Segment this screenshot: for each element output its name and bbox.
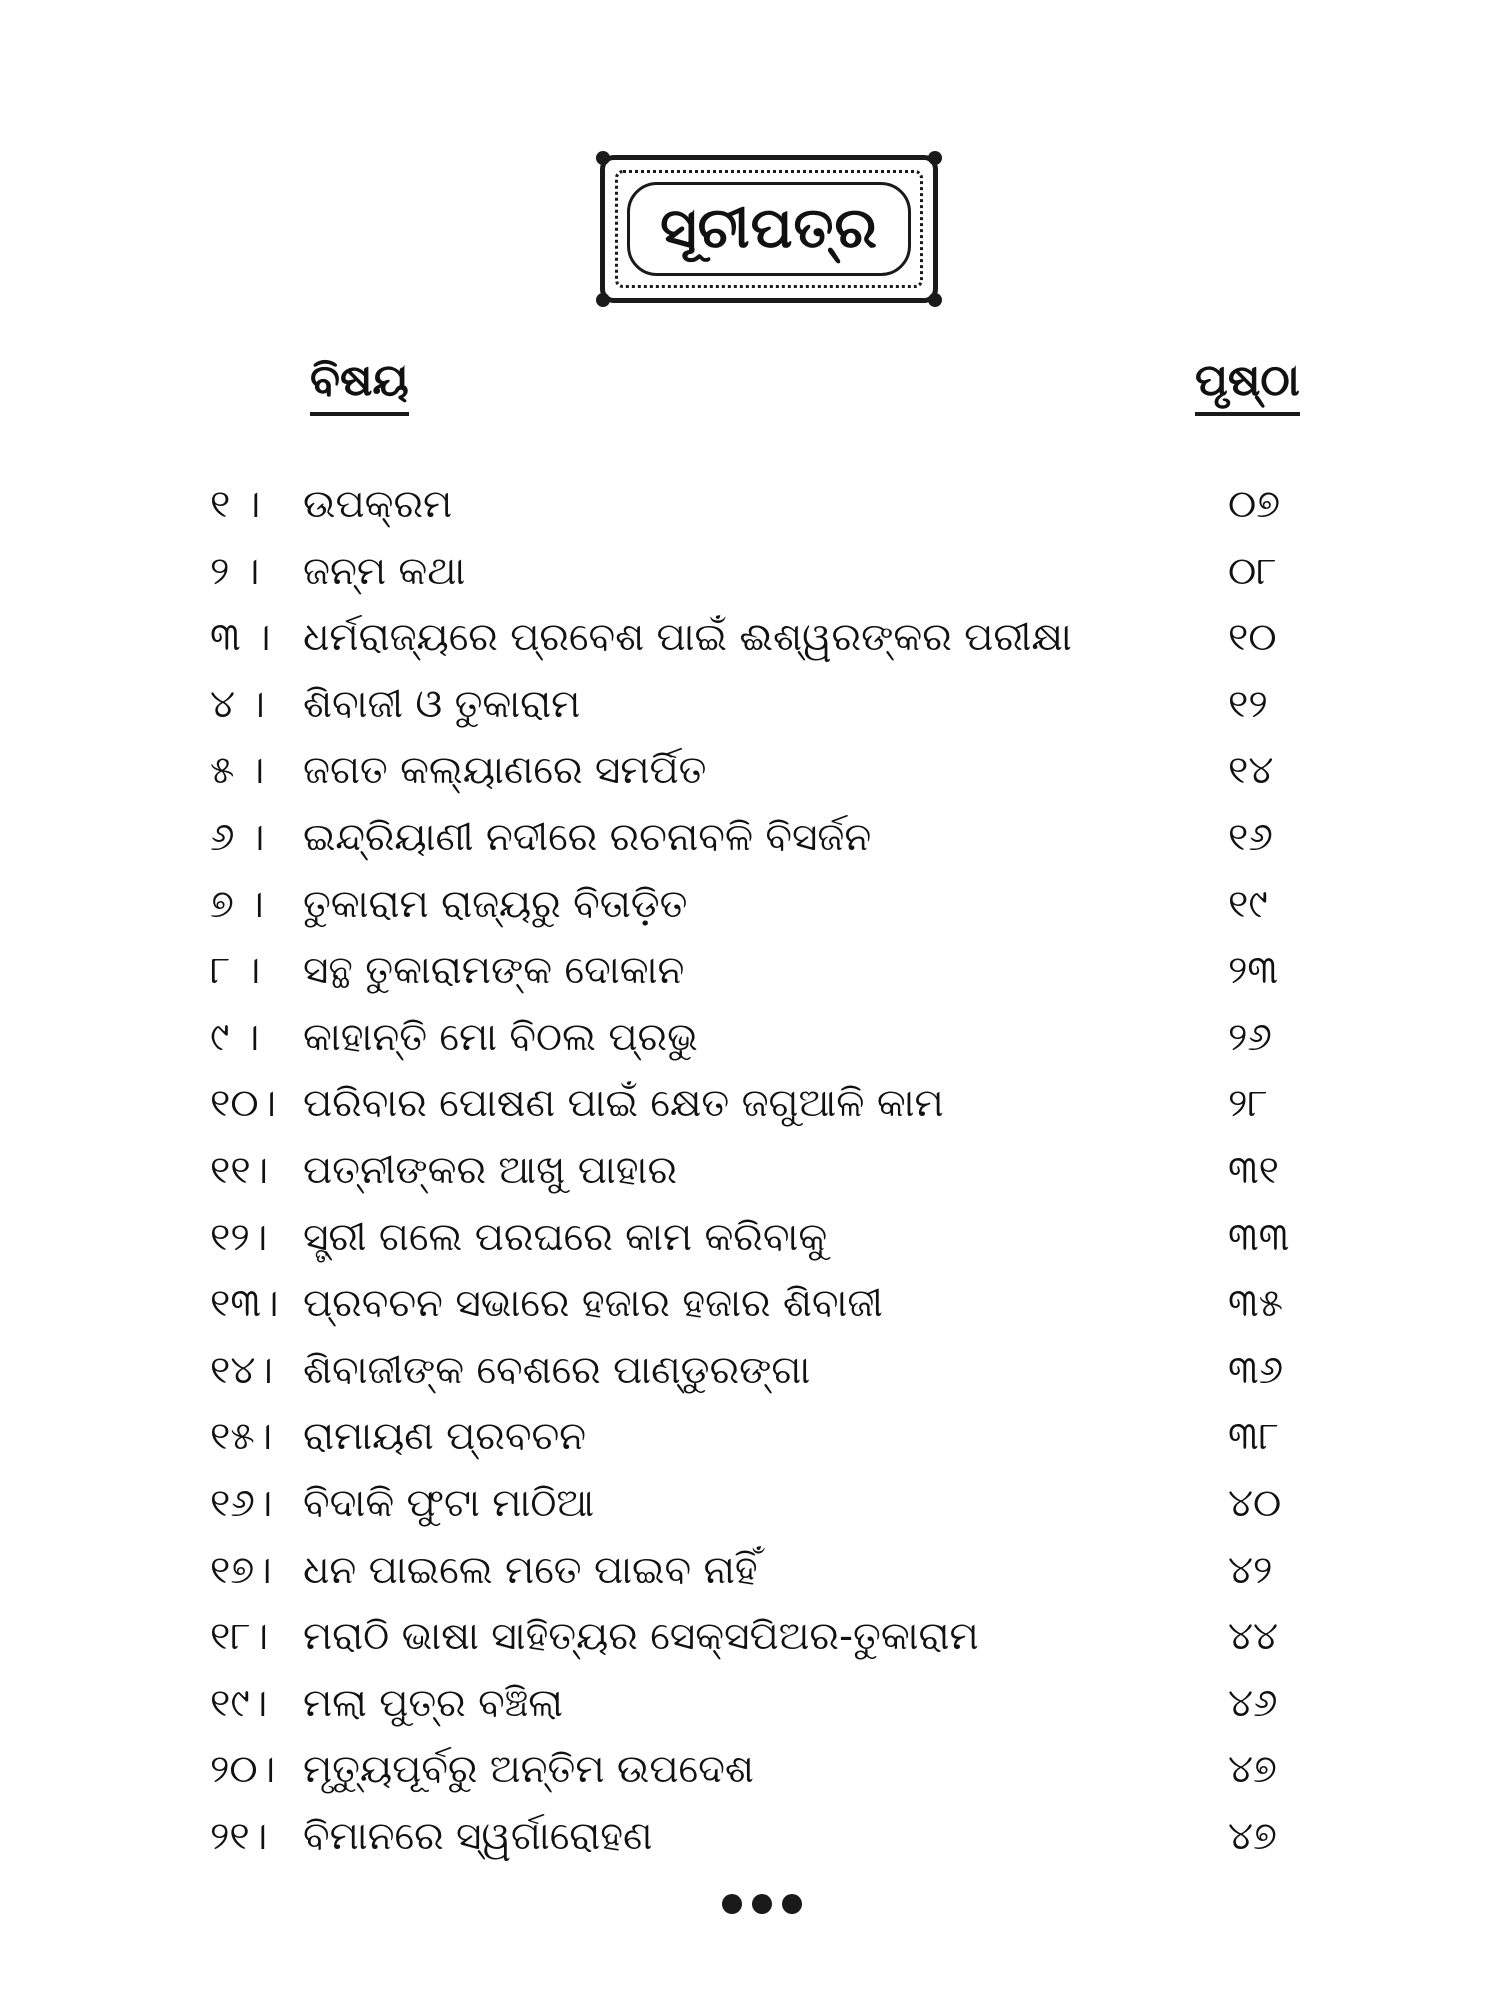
toc-row: [0, 738, 1500, 804]
chapter-page-number: ୨୩: [1228, 948, 1279, 994]
toc-row: [0, 1338, 1500, 1404]
chapter-number: ୧୮।: [210, 1614, 269, 1660]
end-ornament: [722, 1892, 802, 1916]
ornament-dot: [782, 1894, 802, 1914]
chapter-title: ତୁକାରାମ ରାଜ୍ୟରୁ ବିତାଡ଼ିତ: [303, 881, 688, 927]
ornament-dot: [752, 1894, 772, 1914]
chapter-number: ୧୯।: [210, 1680, 268, 1726]
ornament-dot: [722, 1894, 742, 1914]
toc-row: [0, 605, 1500, 671]
toc-row: [0, 1071, 1500, 1137]
toc-row: [0, 1804, 1500, 1870]
chapter-title: ଜଗତ କଲ୍ୟାଣରେ ସମର୍ପିତ: [303, 748, 707, 794]
chapter-page-number: ୨୮: [1228, 1081, 1268, 1127]
toc-row: [0, 1471, 1500, 1537]
chapter-number: ୧୪।: [210, 1347, 273, 1393]
chapter-page-number: ୧୪: [1228, 748, 1274, 794]
chapter-page-number: ୪୦: [1228, 1481, 1282, 1526]
chapter-number: ୨ ।: [210, 548, 260, 594]
toc-row: [0, 472, 1500, 538]
chapter-number: ୭ ।: [210, 881, 264, 927]
chapter-page-number: ୧୨: [1228, 681, 1268, 727]
toc-row: [0, 1604, 1500, 1670]
toc-row: [0, 1205, 1500, 1271]
toc-row: [0, 872, 1500, 938]
chapter-title: ଧନ ପାଇଲେ ମତେ ପାଇବ ନାହିଁ: [303, 1547, 758, 1593]
toc-row: [0, 1671, 1500, 1737]
chapter-number: ୫ ।: [210, 748, 265, 794]
chapter-title: ଶିବାଜୀ ଓ ତୁକାରାମ: [303, 681, 581, 727]
title-frame: [627, 182, 911, 276]
toc-row: [0, 672, 1500, 738]
chapter-page-number: ୪୪: [1228, 1614, 1278, 1660]
chapter-number: ୧୭।: [210, 1547, 272, 1593]
subject-header-label: ବିଷୟ: [310, 355, 409, 406]
chapter-page-number: ୩୧: [1228, 1148, 1279, 1193]
chapter-title: ମରାଠି ଭାଷା ସାହିତ୍ୟର ସେକ୍ସପିଅର-ତୁକାରାମ: [303, 1614, 979, 1660]
chapter-number: ୧ ।: [210, 482, 261, 527]
chapter-title: ଧର୍ମରାଜ୍ୟରେ ପ୍ରବେଶ ପାଇଁ ଈଶ୍ୱରଙ୍କର ପରୀକ୍ଷା: [303, 615, 1072, 661]
ornament-dot: [928, 151, 942, 165]
chapter-title: ବିମାନରେ ସ୍ୱର୍ଗାରୋହଣ: [303, 1814, 653, 1859]
chapter-page-number: ୪୨: [1228, 1547, 1273, 1593]
page-title: ସୂଚୀପତ୍ର: [660, 196, 878, 261]
toc-row: [0, 1271, 1500, 1337]
chapter-title: ଉପକ୍ରମ: [303, 482, 453, 527]
chapter-number: ୧୨।: [210, 1214, 268, 1260]
chapter-number: ୧୬।: [210, 1481, 273, 1526]
chapter-title: ମୃତ୍ୟୁପୂର୍ବରୁ ଅନ୍ତିମ ଉପଦେଶ: [303, 1747, 754, 1793]
ornament-dot: [596, 293, 610, 307]
chapter-title: ଶିବାଜୀଙ୍କ ବେଶରେ ପାଣ୍ଡୁରଙ୍ଗା: [303, 1347, 811, 1393]
subject-header-underline: [310, 412, 409, 416]
chapter-page-number: ୩୮: [1228, 1414, 1280, 1460]
page-column-header: [1195, 355, 1300, 416]
title-plaque: [600, 155, 938, 303]
chapter-page-number: ୪୭: [1228, 1747, 1277, 1793]
chapter-title: ପରିବାର ପୋଷଣ ପାଇଁ କ୍ଷେତ ଜଗୁଆଳି କାମ: [303, 1081, 944, 1127]
toc-row: [0, 938, 1500, 1004]
chapter-title: ସ୍ତ୍ରୀ ଗଲେ ପରଘରେ କାମ କରିବାକୁ: [303, 1214, 828, 1260]
chapter-title: ରାମାୟଣ ପ୍ରବଚନ: [303, 1414, 587, 1460]
chapter-page-number: ୦୮: [1228, 548, 1277, 594]
chapter-number: ୧୫।: [210, 1414, 273, 1460]
chapter-number: ୨୧।: [210, 1814, 268, 1859]
ornament-dot: [596, 151, 610, 165]
chapter-page-number: ୦୭: [1228, 482, 1281, 527]
toc-row: [0, 1005, 1500, 1071]
chapter-page-number: ୩୫: [1228, 1281, 1283, 1327]
chapter-page-number: ୩୩: [1228, 1214, 1290, 1260]
chapter-title: ଇନ୍ଦ୍ରିୟାଣୀ ନଦୀରେ ରଚନାବଳି ବିସର୍ଜନ: [303, 815, 872, 860]
chapter-page-number: ୩୬: [1228, 1347, 1284, 1393]
chapter-title: ପତ୍ନୀଙ୍କର ଆଖୁ ପାହାର: [303, 1148, 678, 1193]
chapter-number: ୯ ।: [210, 1014, 260, 1060]
toc-row: [0, 805, 1500, 871]
chapter-number: ୬ ।: [210, 815, 265, 860]
toc-row: [0, 1404, 1500, 1470]
page-header-underline: [1195, 412, 1300, 416]
chapter-number: ୧୧।: [210, 1148, 269, 1193]
chapter-title: ଜନ୍ମ କଥା: [303, 548, 466, 594]
page-header-label: ପୃଷ୍ଠା: [1195, 355, 1300, 406]
chapter-number: ୧୦।: [210, 1081, 277, 1127]
ornament-dot: [928, 293, 942, 307]
chapter-title: ବିଦାକି ଫୁଟା ମାଠିଆ: [303, 1481, 595, 1526]
toc-row: [0, 539, 1500, 605]
chapter-page-number: ୪୬: [1228, 1680, 1278, 1726]
chapter-number: ୪ ।: [210, 681, 265, 727]
chapter-title: କାହାନ୍ତି ମୋ ବିଠଲ ପ୍ରଭୁ: [303, 1014, 698, 1060]
toc-row: [0, 1138, 1500, 1204]
chapter-page-number: ୧୬: [1228, 815, 1273, 860]
toc-row: [0, 1737, 1500, 1803]
chapter-title: ପ୍ରବଚନ ସଭାରେ ହଜାର ହଜାର ଶିବାଜୀ: [303, 1281, 883, 1327]
chapter-number: ୧୩।: [210, 1281, 279, 1327]
chapter-title: ସନ୍ଥ ତୁକାରାମଙ୍କ ଦୋକାନ: [303, 948, 685, 994]
chapter-page-number: ୧୦: [1228, 615, 1277, 661]
toc-row: [0, 1538, 1500, 1604]
chapter-number: ୩ ।: [210, 615, 271, 661]
subject-column-header: [310, 355, 409, 416]
chapter-title: ମଲା ପୁତ୍ର ବଞ୍ଚିଲା: [303, 1680, 563, 1726]
chapter-page-number: ୧୯: [1228, 881, 1268, 927]
chapter-number: ୨୦।: [210, 1747, 276, 1793]
chapter-page-number: ୨୬: [1228, 1014, 1272, 1060]
chapter-page-number: ୪୭: [1228, 1814, 1277, 1859]
chapter-number: ୮ ।: [210, 948, 261, 994]
